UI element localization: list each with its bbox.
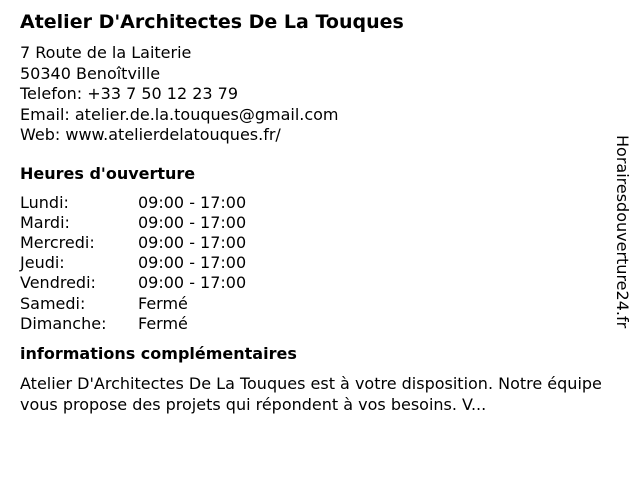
hours-time: 09:00 - 17:00 <box>138 253 247 273</box>
hours-row <box>20 253 610 273</box>
business-name: Atelier D'Architectes De La Touques <box>20 11 404 33</box>
hours-day: Mercredi: <box>20 232 95 252</box>
hours-day: Samedi: <box>20 293 86 313</box>
hours-time: Fermé <box>138 293 188 313</box>
hours-day: Mardi: <box>20 212 70 232</box>
address-block <box>20 43 610 146</box>
info-text: Atelier D'Architectes De La Touques est à votre disposition. Notre équipe vous propose des projets qui répondent à vos besoins. V... <box>20 373 602 414</box>
email-line: Email: atelier.de.la.touques@gmail.com <box>20 104 339 124</box>
info-title: informations complémentaires <box>20 343 297 363</box>
address-city: 50340 Benoîtville <box>20 63 161 83</box>
hours-time: 09:00 - 17:00 <box>138 212 247 232</box>
hours-row <box>20 193 610 213</box>
business-card <box>20 10 610 415</box>
web-line: Web: www.atelierdelatouques.fr/ <box>20 125 281 144</box>
hours-day: Jeudi: <box>20 253 65 273</box>
hours-row <box>20 314 610 334</box>
hours-time: 09:00 - 17:00 <box>138 192 247 212</box>
hours-row <box>20 273 610 293</box>
hours-row <box>20 213 610 233</box>
hours-day: Lundi: <box>20 192 69 212</box>
hours-day: Dimanche: <box>20 313 107 333</box>
address-street: 7 Route de la Laiterie <box>20 43 192 62</box>
hours-day: Vendredi: <box>20 273 96 293</box>
hours-title: Heures d'ouverture <box>20 163 196 183</box>
hours-time: 09:00 - 17:00 <box>138 232 247 252</box>
watermark: Horairesdouverture24.fr <box>613 135 632 329</box>
hours-row <box>20 233 610 253</box>
phone-line: Telefon: +33 7 50 12 23 79 <box>20 84 239 103</box>
hours-table <box>20 193 610 334</box>
hours-time: Fermé <box>138 313 188 333</box>
hours-row <box>20 294 610 314</box>
hours-time: 09:00 - 17:00 <box>138 273 247 293</box>
